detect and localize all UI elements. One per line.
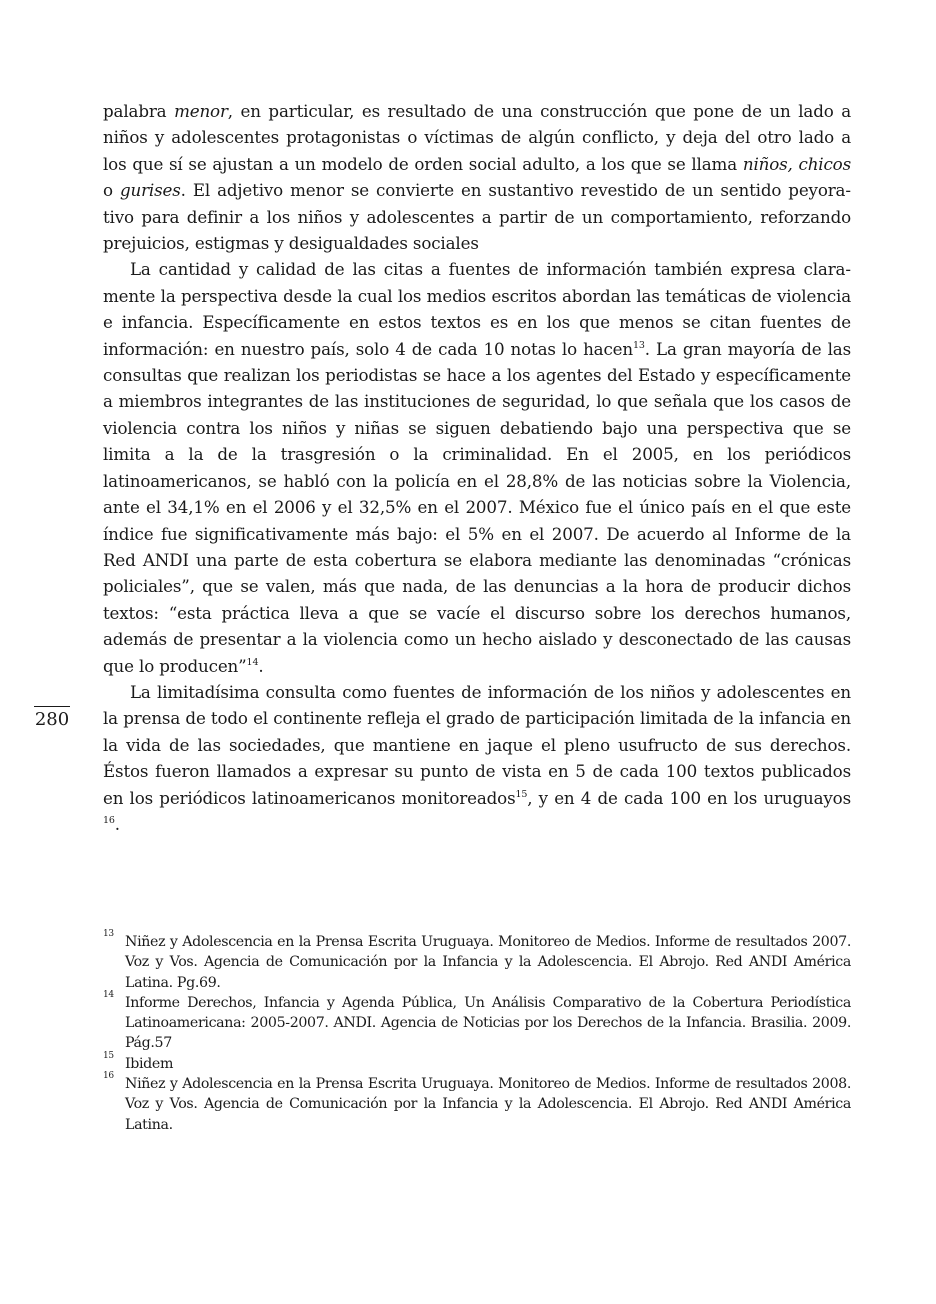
footnote xyxy=(103,989,851,1054)
footnote-number: 15 xyxy=(103,1050,114,1061)
text-run: palabra xyxy=(103,101,175,121)
text-run: o xyxy=(103,180,120,201)
footnote-number: 14 xyxy=(103,989,114,1000)
footnote-number: 13 xyxy=(103,929,114,939)
footnote xyxy=(103,1050,851,1074)
footnote-reference: 15 xyxy=(515,788,528,800)
footnote-text: Informe Derechos, Infancia y Agenda Pública, Un Análisis Comparativo de la Cobertura Periodística Latinoamericana: 2005-2007. ANDI. Agencia de Noticias por los Derechos de la Infancia. Brasilia. 2009. Pág.57 xyxy=(125,994,851,1052)
text-run: . La gran mayoría de las consultas que realizan los periodistas se hace a los agentes del Estado y específicamente a miembros integrantes de las instituciones de seguridad, lo que señala que los casos de violencia contra los niños y niñas se siguen debatiendo bajo una perspectiva que se limita a la de la trasgresión o la criminalidad. En el 2005, en los periódicos latinoamericanos, se habló con la policía en el 28,8% de las noticias sobre la Violencia, ante el 34,1% en el 2006 y el 32,5% en el 2007. México fue el único país en el que este índice fue significativamente más bajo: el 5% en el 2007. De acuerdo al Informe de la Red ANDI una parte de esta cobertura se elabora mediante las denominadas “crónicas policiales”, que se valen, más que nada, de las denuncias a la hora de producir dichos textos: “esta práctica lleva a que se vacíe el discurso sobre los derechos humanos, además de presentar a la violencia como un hecho aislado y desconectado de las causas que lo producen” xyxy=(103,338,851,676)
text-run: , y en 4 de cada 100 en los uruguayos xyxy=(527,787,851,808)
italic-text: menor xyxy=(174,101,228,121)
footnote-reference: 13 xyxy=(633,339,645,351)
text-run: . El adjetivo menor se convierte en sustantivo revestido de un sentido peyorativo para definir a los niños y adolescentes a partir de un comportamiento, reforzando prejuicios, estigmas y desigualdades sociales xyxy=(103,180,851,254)
footnote-reference: 14 xyxy=(246,656,259,668)
text-run: . xyxy=(258,655,264,676)
paragraph xyxy=(103,679,851,837)
footnote xyxy=(103,929,851,993)
italic-text: gurises xyxy=(119,180,181,201)
text-run: La limitadísima consulta como fuentes de información de los niños y adolescentes en la prensa de todo el continente refleja el grado de participación limitada de la infancia en la vida de las sociedades, que mantiene en jaque el pleno usufructo de sus derechos. Éstos fueron llamados a expresar su punto de vista en 5 de cada 100 textos publicados en los periódicos latinoamericanos monitoreados xyxy=(103,681,851,808)
footnote-number: 16 xyxy=(103,1071,114,1082)
footnote-text: Niñez y Adolescencia en la Prensa Escrita Uruguaya. Monitoreo de Medios. Informe de resultados 2008. Voz y Vos. Agencia de Comunicación por la Infancia y la Adolescencia. El Abrojo. Red ANDI América Latina. xyxy=(125,1076,851,1133)
footnote-text: Ibidem xyxy=(125,1055,174,1072)
paragraph xyxy=(103,98,851,256)
italic-text: niños, chicos xyxy=(742,153,851,174)
text-run: La cantidad y calidad de las citas a fuentes de información también expresa claramente la perspectiva desde la cual los medios escritos abordan las temáticas de violencia e infancia. Específicamente en estos textos es en los que menos se citan fuentes de información: en nuestro país, solo 4 de cada 10 notas lo hacen xyxy=(103,259,851,359)
footnote-text: Niñez y Adolescencia en la Prensa Escrita Uruguaya. Monitoreo de Medios. Informe de resultados 2007. Voz y Vos. Agencia de Comunicación por la Infancia y la Adolescencia. El Abrojo. Red ANDI América Latina. Pg.69. xyxy=(125,934,851,991)
text-run: , en particular, es resultado de una construcción que pone de un lado a niños y adolescentes protagonistas o víctimas de algún conflicto, y deja del otro lado a los que sí se ajustan a un modelo de orden social adulto, a los que se llama xyxy=(103,101,851,174)
footnotes xyxy=(103,929,851,1135)
page-number: 280 xyxy=(34,706,70,731)
text-run: . xyxy=(114,813,120,834)
paragraph xyxy=(103,256,851,679)
footnote-reference: 16 xyxy=(103,814,115,826)
body-text xyxy=(103,98,851,837)
footnote xyxy=(103,1071,851,1135)
